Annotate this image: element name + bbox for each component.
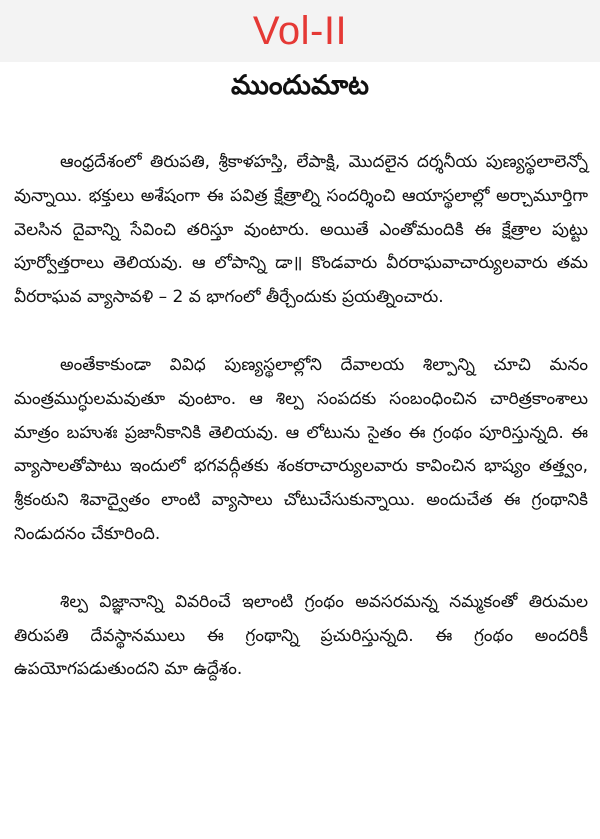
volume-label: Vol-II (252, 9, 348, 53)
foreword-body (14, 146, 588, 687)
paragraph: అంతేకాకుండా వివిధ పుణ్యస్థలాల్లోని దేవాలయ శిల్పాన్ని చూచి మనం మంత్రముగ్ధులమవుతూ వుంటాం. ఆ శిల్ప సంపదకు సంబంధించిన చారిత్రకాంశాలు మాత్రం బహుశః ప్రజానీకానికి తెలియవు. ఆ లోటును సైతం ఈ గ్రంథం పూరిస్తున్నది. ఈ వ్యాసాలతోపాటు ఇందులో భగవద్గీతకు శంకరాచార్యులవారు కావించిన భాష్యం తత్త్వం, శ్రీకంఠుని శివాద్వైతం లాంటి వ్యాసాలు చోటుచేసుకున్నాయి. అందుచేత ఈ గ్రంథానికి నిండుదనం చేకూరింది. (14, 354, 588, 544)
volume-banner (0, 0, 600, 62)
paragraph: శిల్ప విజ్ఞానాన్ని వివరించే ఇలాంటి గ్రంథం అవసరమన్న నమ్మకంతో తిరుమల తిరుపతి దేవస్థానములు ఈ గ్రంథాన్ని ప్రచురిస్తున్నది. ఈ గ్రంథం అందరికీ ఉపయోగపడుతుందని మా ఉద్దేశం. (14, 591, 588, 680)
paragraph: ఆంధ్రదేశంలో తిరుపతి, శ్రీకాళహస్తి, లేపాక్షి, మొదలైన దర్శనీయ పుణ్యస్థలాలెన్నో వున్నాయి. భక్తులు అశేషంగా ఈ పవిత్ర క్షేత్రాల్ని సందర్శించి ఆయాస్థలాల్లో అర్చామూర్తిగా వెలసిన దైవాన్ని సేవించి తరిస్తూ వుంటారు. అయితే ఎంతోమందికి ఈ క్షేత్రాల పుట్టు పూర్వోత్తరాలు తెలియవు. ఆ లోపాన్ని డా॥ కొండవారు వీరరాఘవాచార్యులవారు తమ వీరరాఘవ వ్యాసావళి – 2 వ భాగంలో తీర్చేందుకు ప్రయత్నించారు. (14, 152, 588, 308)
page-heading: ముందుమాట (230, 70, 370, 101)
